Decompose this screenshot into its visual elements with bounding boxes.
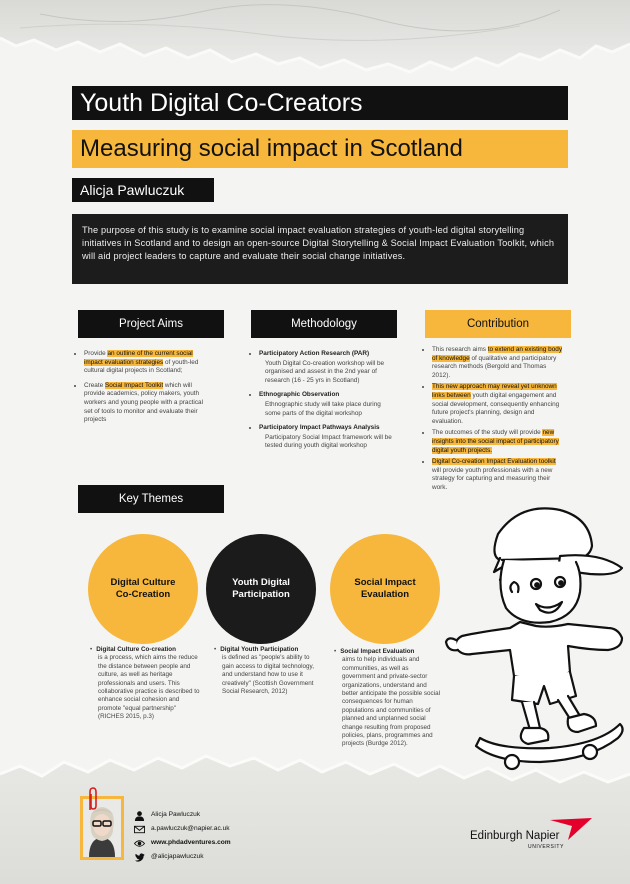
method-item: • Participatory Action Research (PAR) Youth Digital Co-creation workshop will be organised and assest in the 2nd year of research (16 - 25 yrs in Scotland)	[259, 350, 397, 385]
theme-circle-culture	[88, 534, 198, 644]
contribution-item: • The outcomes of the study will provide new insights into the social impact of participatory digital youth projects.	[432, 429, 566, 455]
method-item: • Participatory Impact Pathways Analysis Participatory Social Impact framework will be tested during youth digital workshop	[259, 424, 397, 451]
aim-item: • Create Social Impact Toolkit which will provide academics, policy makers, youth workers and young people with a practical set of tools to monitor and evaluate their projects	[84, 382, 210, 425]
contribution-list	[424, 346, 566, 496]
theme-circle-evaluation	[330, 534, 440, 644]
skateboarder-illustration	[440, 500, 630, 780]
theme-text-evaluation: • Social Impact Evaluation aims to help individuals and communities, as well as government and private-sector organizations, understand and better anticipate the possible social consequences for human populations and communities of planned and unplanned social change resulting from proposed policies, plans, programmes and projects (Burdge 2012).	[334, 648, 441, 748]
contribution-item: • This new approach may reveal yet unknown links between youth digital engagement and social development, consequently enhancing future project's planning, design and evaluation.	[432, 383, 566, 426]
project-aims-list	[76, 350, 210, 431]
project-aims-heading: Project Aims	[78, 310, 224, 338]
theme-circle-label: Youth Digital Participation	[232, 577, 290, 600]
university-name: Edinburgh Napier	[470, 830, 560, 842]
university-logo	[470, 818, 600, 858]
email-icon	[134, 824, 145, 835]
theme-circle-label: Social Impact Evaulation	[354, 577, 416, 600]
method-item: • Ethnographic Observation Ethnographic study will take place during some parts of the digital workshop	[259, 391, 397, 418]
poster-subtitle: Measuring social impact in Scotland	[72, 130, 568, 168]
theme-circle-label: Digital Culture Co-Creation	[110, 577, 176, 600]
author-name: Alicja Pawluczuk	[72, 178, 214, 202]
theme-text-culture: • Digital Culture Co-creation is a process, which aims the reduce the distance between people and culture, as well as heritage professionals and users. This collaborative practice is described to enhance social cohesion and promote "equal partnership" (RICHES 2015, p.3)	[90, 646, 200, 721]
contact-web-row	[134, 836, 334, 850]
contact-name-row	[134, 808, 334, 822]
contact-name: Alicja Pawluczuk	[151, 811, 201, 818]
contribution-item: • Digital Co-creation Impact Evaluation toolkit will provide youth professionals with a new strategy for capturing and measuring their work.	[432, 458, 566, 492]
torn-paper-top	[0, 0, 630, 78]
contact-email-row	[134, 822, 334, 836]
methodology-heading: Methodology	[251, 310, 397, 338]
theme-circle-participation	[206, 534, 316, 644]
person-icon	[134, 810, 145, 821]
poster-title: Youth Digital Co-Creators	[72, 86, 568, 120]
contact-twitter-row	[134, 850, 334, 864]
purpose-statement: The purpose of this study is to examine social impact evaluation strategies of youth-led digital storytelling initiatives in Scotland and to design an open-source Digital Storytelling & Social Impact Evaluation Toolkit, which will aid project leaders to capture and evaluate their social change initiatives.	[72, 214, 568, 284]
aim-item: • Provide an outline of the current social impact evaluation strategies of youth-led cultural digital projects in Scotland;	[84, 350, 210, 376]
key-themes-heading: Key Themes	[78, 485, 224, 513]
paper-clip-icon	[86, 786, 98, 812]
university-sub: UNIVERSITY	[528, 844, 565, 850]
twitter-icon	[134, 852, 145, 863]
eye-icon	[134, 838, 145, 849]
contact-block	[134, 808, 334, 864]
contact-email[interactable]: a.pawluczuk@napier.ac.uk	[151, 825, 230, 832]
contact-twitter[interactable]: @alicjapawluczuk	[151, 853, 204, 860]
contribution-heading: Contribution	[425, 310, 571, 338]
contribution-item: • This research aims to extend an existing body of knowledge of qualitative and participatory research methods (Bergold and Thomas 2012).	[432, 346, 566, 380]
theme-text-participation: • Digital Youth Participation is defined as "people's ability to gain access to digital technology, and understand how to use it creatively" (Scottish Government Social Research, 2012)	[214, 646, 314, 696]
methodology-list	[251, 350, 397, 457]
contact-website[interactable]: www.phdadventures.com	[151, 839, 231, 846]
